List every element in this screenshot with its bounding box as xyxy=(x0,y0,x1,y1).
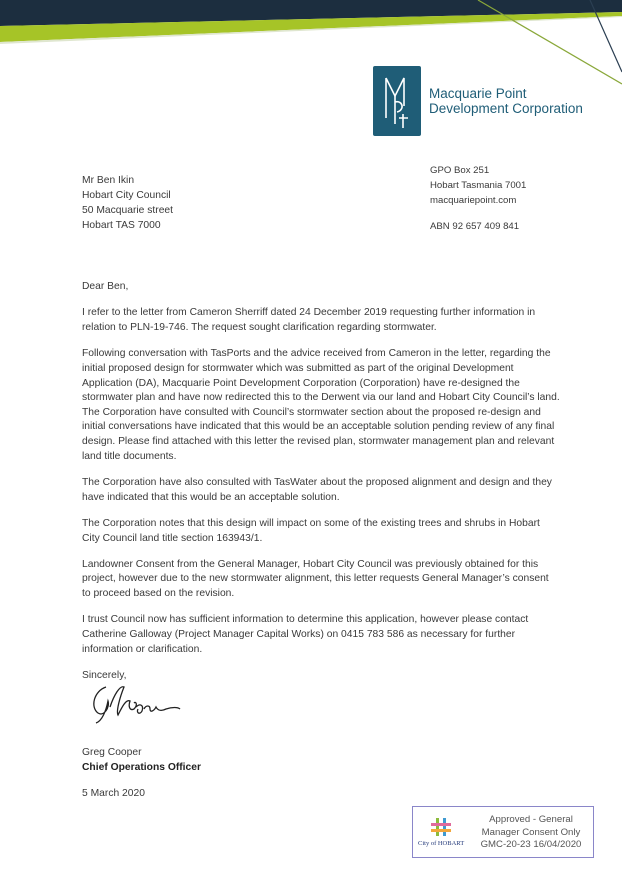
sender-line: macquariepoint.com xyxy=(430,195,517,206)
mpdc-monogram-icon xyxy=(373,66,421,136)
handwritten-signature xyxy=(84,677,184,727)
company-name-line2: Development Corporation xyxy=(429,101,583,116)
body-paragraph: The Corporation notes that this design will impact on some of the existing trees and shrubs in Hobart City Council land title section 163943/1. xyxy=(82,517,540,544)
signatory-name: Greg Cooper xyxy=(82,747,142,758)
sender-abn: ABN 92 657 409 841 xyxy=(430,221,520,232)
company-logo xyxy=(373,66,421,136)
letterhead-decoration xyxy=(0,0,622,100)
letter-body xyxy=(82,280,560,695)
hobart-city-logo-icon xyxy=(419,815,463,839)
stamp-line: GMC-20-23 16/04/2020 xyxy=(480,839,582,850)
recipient-line: Hobart TAS 7000 xyxy=(82,220,161,231)
approval-stamp xyxy=(412,806,594,858)
sender-line: Hobart Tasmania 7001 xyxy=(430,180,527,191)
company-name xyxy=(429,86,583,116)
recipient-line: Mr Ben Ikin xyxy=(82,175,135,186)
stamp-line: Approved - General xyxy=(489,814,573,825)
body-paragraph: I trust Council now has sufficient information to determine this application, however please contact Catherine Galloway (Project Manager Capital Works) on 0415 783 586 as necessary for further information or clarification. xyxy=(82,614,529,655)
stamp-text xyxy=(470,814,592,852)
sender-line: GPO Box 251 xyxy=(430,165,490,176)
recipient-line: Hobart City Council xyxy=(82,190,171,201)
body-paragraph: Landowner Consent from the General Manager, Hobart City Council was previously obtained for this project, however due to the new stormwater alignment, this letter requests General Manager’s consent to proceed based on the revision. xyxy=(82,558,549,600)
company-name-line1: Macquarie Point xyxy=(429,86,527,101)
salutation: Dear Ben, xyxy=(82,281,129,292)
stamp-line: Manager Consent Only xyxy=(481,826,581,838)
recipient-line: 50 Macquarie street xyxy=(82,205,174,216)
body-paragraph: Following conversation with TasPorts and the advice received from Cameron in the letter, regarding the initial proposed design for stormwater which was submitted as part of the original Development Application (DA), Macquarie Point Development Corporation (Corporation) have re-designed the stormwater plan and have now redirected this to the Derwent via our land and Hobart City Council’s land. The Corporation have consulted with Council’s stormwater section about the proposed re-design and initial conversations have indicated that this would be an acceptable solution pending review of any final design. Please find attached with this letter the revised plan, stormwater management plan and relevant land title documents. xyxy=(82,348,560,462)
stamp-city-label: City of HOBART xyxy=(418,840,465,847)
body-paragraph: The Corporation have also consulted with TasWater about the proposed alignment and design and they have indicated that this would be an acceptable solution. xyxy=(82,476,552,503)
signature-block xyxy=(82,745,201,775)
recipient-address xyxy=(82,173,173,233)
body-paragraph: I refer to the letter from Cameron Sherriff dated 24 December 2019 requesting further information in relation to PLN-19-746. The request sought clarification regarding stormwater. xyxy=(82,307,536,333)
sender-address xyxy=(430,163,526,234)
closing: Sincerely, xyxy=(82,670,127,682)
signatory-title: Chief Operations Officer xyxy=(82,762,202,773)
letter-date: 5 March 2020 xyxy=(82,788,145,799)
